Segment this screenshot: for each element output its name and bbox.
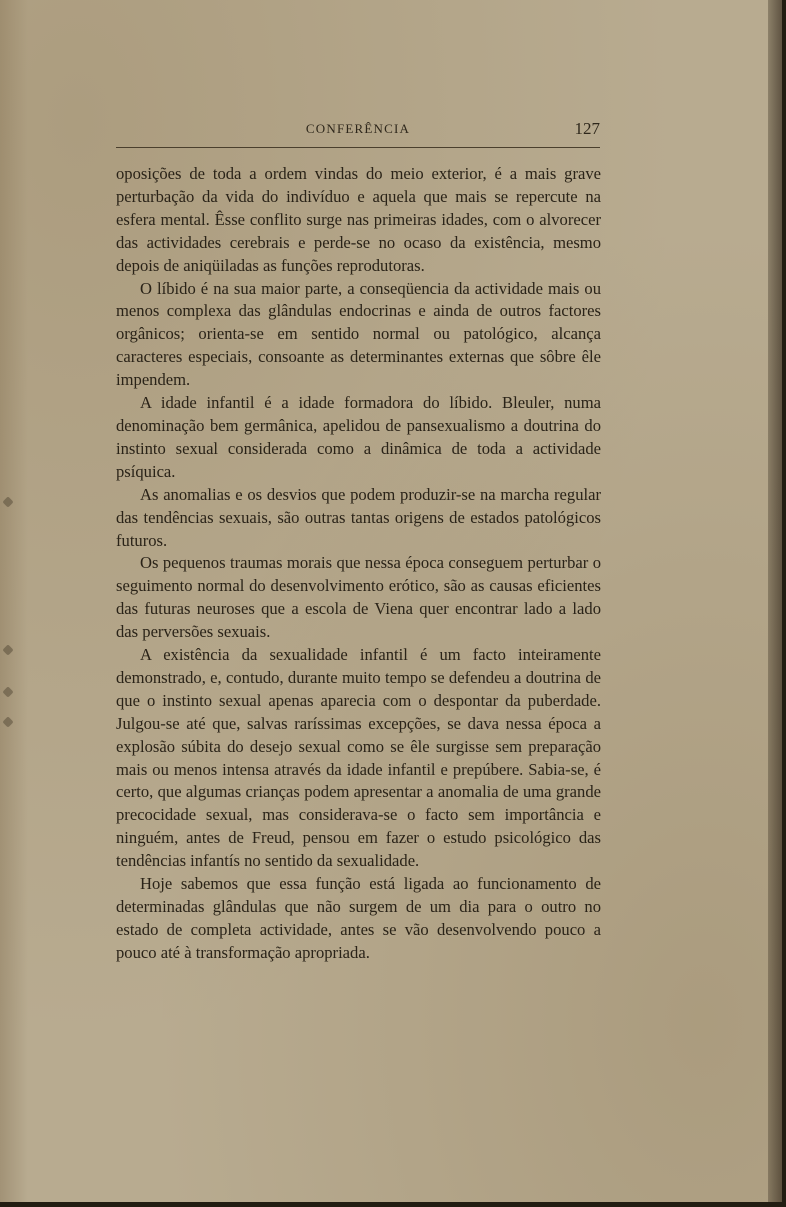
- paragraph: A existência da sexualidade infantil é um facto inteiramente demonstrado, e, contudo, durante muito tempo se defendeu a doutrina de que o instinto sexual apenas aparecia com o despontar da puberdade. Julgou-se até que, salvas raríssimas excepções, se dava nessa época a explosão súbita do desejo sexual como se êle surgisse sem preparação mais ou menos intensa através da idade infantil e prepúbere. Sabia-se, é certo, que algumas crianças podem apresentar a anomalia de uma grande precocidade sexual, mas considerava-se o facto sem importância e ninguém, antes de Freud, pensou em fazer o estudo psicológico das tendências infantís no sentido da sexualidade.: [116, 645, 601, 871]
- page-header: [116, 119, 600, 145]
- margin-stain: [2, 716, 13, 727]
- paragraph: O líbido é na sua maior parte, a conseqüencia da actividade mais ou menos complexa das glândulas endocrinas e ainda de outros factores orgânicos; orienta-se em sentido normal ou patológico, alcança caracteres especiais, consoante as determinantes externas que sôbre êle impendem.: [116, 278, 601, 390]
- page-number: 127: [574, 119, 600, 138]
- paragraph: oposições de toda a ordem vindas do meio exterior, é a mais grave perturbação da vida do indivíduo e aquela que mais se repercute na esfera mental. Êsse conflito surge nas primeiras idades, com o alvorecer das actividades cerebrais e perde-se no ocaso da existência, mesmo depois de aniqüiladas as funções reprodutoras.: [116, 164, 601, 275]
- running-head: CONFERÊNCIA: [305, 121, 411, 136]
- margin-stain: [2, 644, 13, 655]
- margin-stain: [2, 686, 13, 697]
- header-rule: [116, 147, 600, 148]
- margin-stain: [2, 496, 13, 507]
- paragraph: A idade infantil é a idade formadora do líbido. Bleuler, numa denominação bem germânica, apelidou de pansexualismo a doutrina do instinto sexual considerada como a dinâmica de toda a actividade psíquica.: [116, 393, 601, 481]
- body-text: [116, 163, 601, 965]
- paragraph: Hoje sabemos que essa função está ligada ao funcionamento de determinadas glândulas que não surgem de um dia para o outro no estado de completa actividade, antes se vão desenvolvendo pouco a pouco até à transformação apropriada.: [116, 874, 601, 962]
- page-edge-shadow: [768, 0, 782, 1202]
- paragraph: Os pequenos traumas morais que nessa época conseguem perturbar o seguimento normal do desenvolvimento erótico, são as causas eficientes das futuras neuroses que a escola de Viena quer encontrar lado a lado das perversões sexuais.: [116, 553, 601, 642]
- paragraph: As anomalias e os desvios que podem produzir-se na marcha regular das tendências sexuais, são outras tantas origens de estados patológicos futuros.: [116, 484, 601, 550]
